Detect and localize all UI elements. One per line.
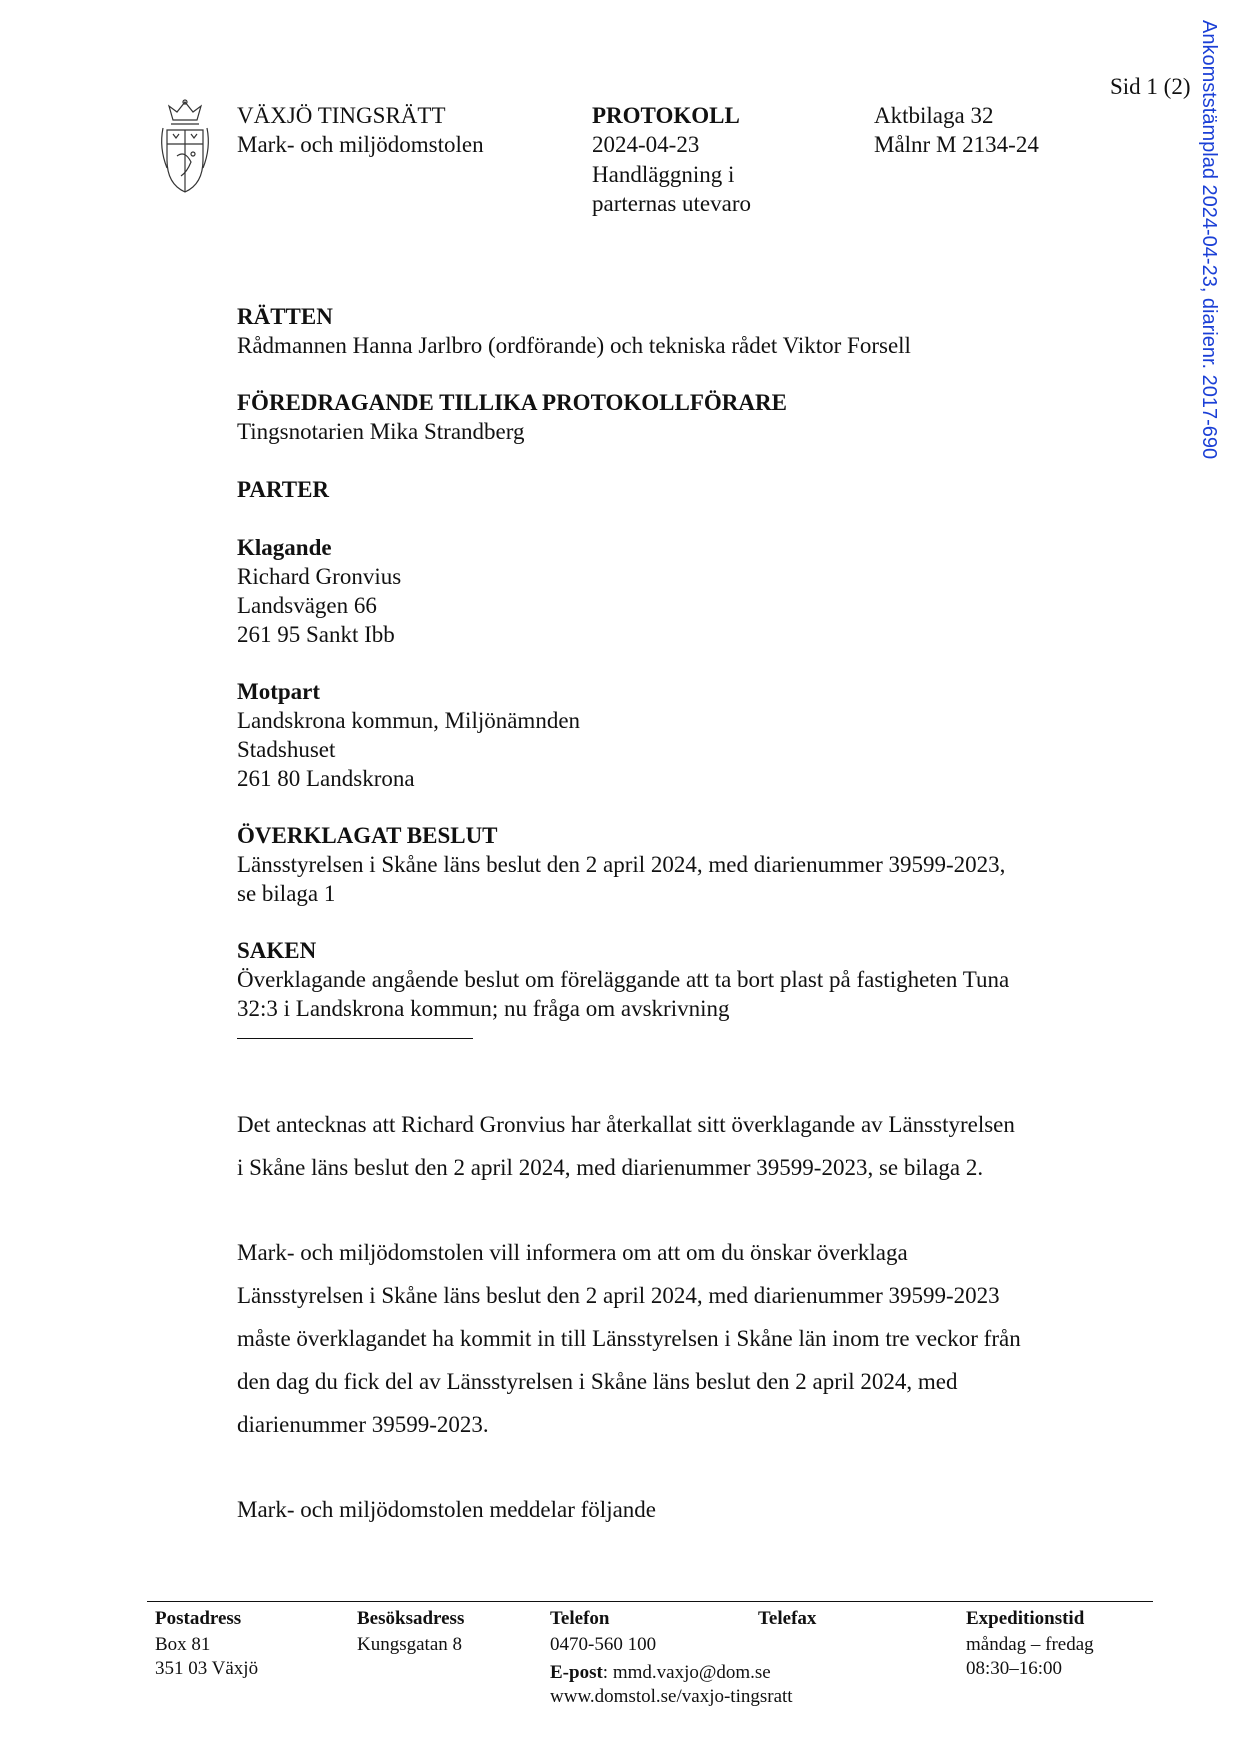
- beslut-line2: se bilaga 1: [237, 881, 336, 906]
- body-p1-line1: Det antecknas att Richard Gronvius har återkallat sitt överklagande av Länsstyrelsen: [237, 1112, 1015, 1137]
- motpart-street: Stadshuset: [237, 737, 336, 762]
- aktbilaga: Aktbilaga 32: [874, 103, 994, 128]
- footer-label-besoksadress: Besöksadress: [357, 1608, 465, 1629]
- handling-type-line1: Handläggning i: [592, 162, 735, 187]
- section-divider: [237, 1038, 473, 1039]
- footer-divider: [147, 1601, 1153, 1602]
- court-name: VÄXJÖ TINGSRÄTT: [237, 103, 446, 128]
- footer-label-postadress: Postadress: [155, 1608, 242, 1629]
- section-heading-foredragande: FÖREDRAGANDE TILLIKA PROTOKOLLFÖRARE: [237, 390, 787, 415]
- footer-expeditionstid-days: måndag – fredag: [966, 1634, 1094, 1655]
- foredragande-text: Tingsnotarien Mika Strandberg: [237, 419, 525, 444]
- body-p2-line2: Länsstyrelsen i Skåne läns beslut den 2 april 2024, med diarienummer 39599-2023: [237, 1283, 1000, 1308]
- klagande-heading: Klagande: [237, 535, 332, 560]
- division-name: Mark- och miljödomstolen: [237, 132, 484, 157]
- body-p2-line1: Mark- och miljödomstolen vill informera om att om du önskar överklaga: [237, 1240, 908, 1265]
- body-p2-line3: måste överklagandet ha kommit in till Länsstyrelsen i Skåne län inom tre veckor från: [237, 1326, 1021, 1351]
- body-p2-line4: den dag du fick del av Länsstyrelsen i Skåne läns beslut den 2 april 2024, med: [237, 1369, 958, 1394]
- footer-postadress-line2: 351 03 Växjö: [155, 1658, 259, 1679]
- klagande-postal: 261 95 Sankt Ibb: [237, 622, 395, 647]
- section-heading-beslut: ÖVERKLAGAT BESLUT: [237, 823, 498, 848]
- footer-besoksadress: Kungsgatan 8: [357, 1634, 463, 1655]
- footer-telefon: 0470-560 100: [550, 1634, 657, 1655]
- motpart-name: Landskrona kommun, Miljönämnden: [237, 708, 581, 733]
- section-heading-parter: PARTER: [237, 477, 330, 502]
- arrival-stamp: Ankomststämplad 2024-04-23, diarienr. 2017-690: [1198, 20, 1220, 460]
- saken-line1: Överklagande angående beslut om föreläggande att ta bort plast på fastigheten Tuna: [237, 967, 1010, 992]
- footer-label-telefax: Telefax: [758, 1608, 817, 1629]
- section-heading-saken: SAKEN: [237, 938, 317, 963]
- footer-label-telefon: Telefon: [550, 1608, 610, 1629]
- body-p1-line2: i Skåne läns beslut den 2 april 2024, med diarienummer 39599-2023, se bilaga 2.: [237, 1155, 984, 1180]
- page-number: Sid 1 (2): [1110, 74, 1191, 99]
- footer-label-epost: E-post: [550, 1662, 603, 1683]
- document-type: PROTOKOLL: [592, 103, 740, 128]
- handling-type-line2: parternas utevaro: [592, 191, 752, 216]
- footer-website-link[interactable]: www.domstol.se/vaxjo-tingsratt: [550, 1686, 793, 1707]
- body-p2-line5: diarienummer 39599-2023.: [237, 1412, 489, 1437]
- motpart-heading: Motpart: [237, 679, 321, 704]
- motpart-postal: 261 80 Landskrona: [237, 766, 415, 791]
- beslut-line1: Länsstyrelsen i Skåne läns beslut den 2 april 2024, med diarienummer 39599-2023,: [237, 852, 1006, 877]
- protocol-date: 2024-04-23: [592, 132, 700, 157]
- footer-label-expeditionstid: Expeditionstid: [966, 1608, 1085, 1629]
- klagande-name: Richard Gronvius: [237, 564, 402, 589]
- footer-postadress-line1: Box 81: [155, 1634, 211, 1655]
- footer-expeditionstid-hours: 08:30–16:00: [966, 1658, 1063, 1679]
- footer-epost: [550, 1661, 771, 1685]
- body-p3: Mark- och miljödomstolen meddelar följande: [237, 1497, 656, 1522]
- footer-epost-address[interactable]: : mmd.vaxjo@dom.se: [602, 1662, 771, 1683]
- saken-line2: 32:3 i Landskrona kommun; nu fråga om avskrivning: [237, 996, 730, 1021]
- coat-of-arms-icon: [155, 98, 215, 198]
- ratten-text: Rådmannen Hanna Jarlbro (ordförande) och tekniska rådet Viktor Forsell: [237, 333, 911, 358]
- case-number: Målnr M 2134-24: [874, 132, 1039, 157]
- section-heading-ratten: RÄTTEN: [237, 304, 333, 329]
- klagande-street: Landsvägen 66: [237, 593, 377, 618]
